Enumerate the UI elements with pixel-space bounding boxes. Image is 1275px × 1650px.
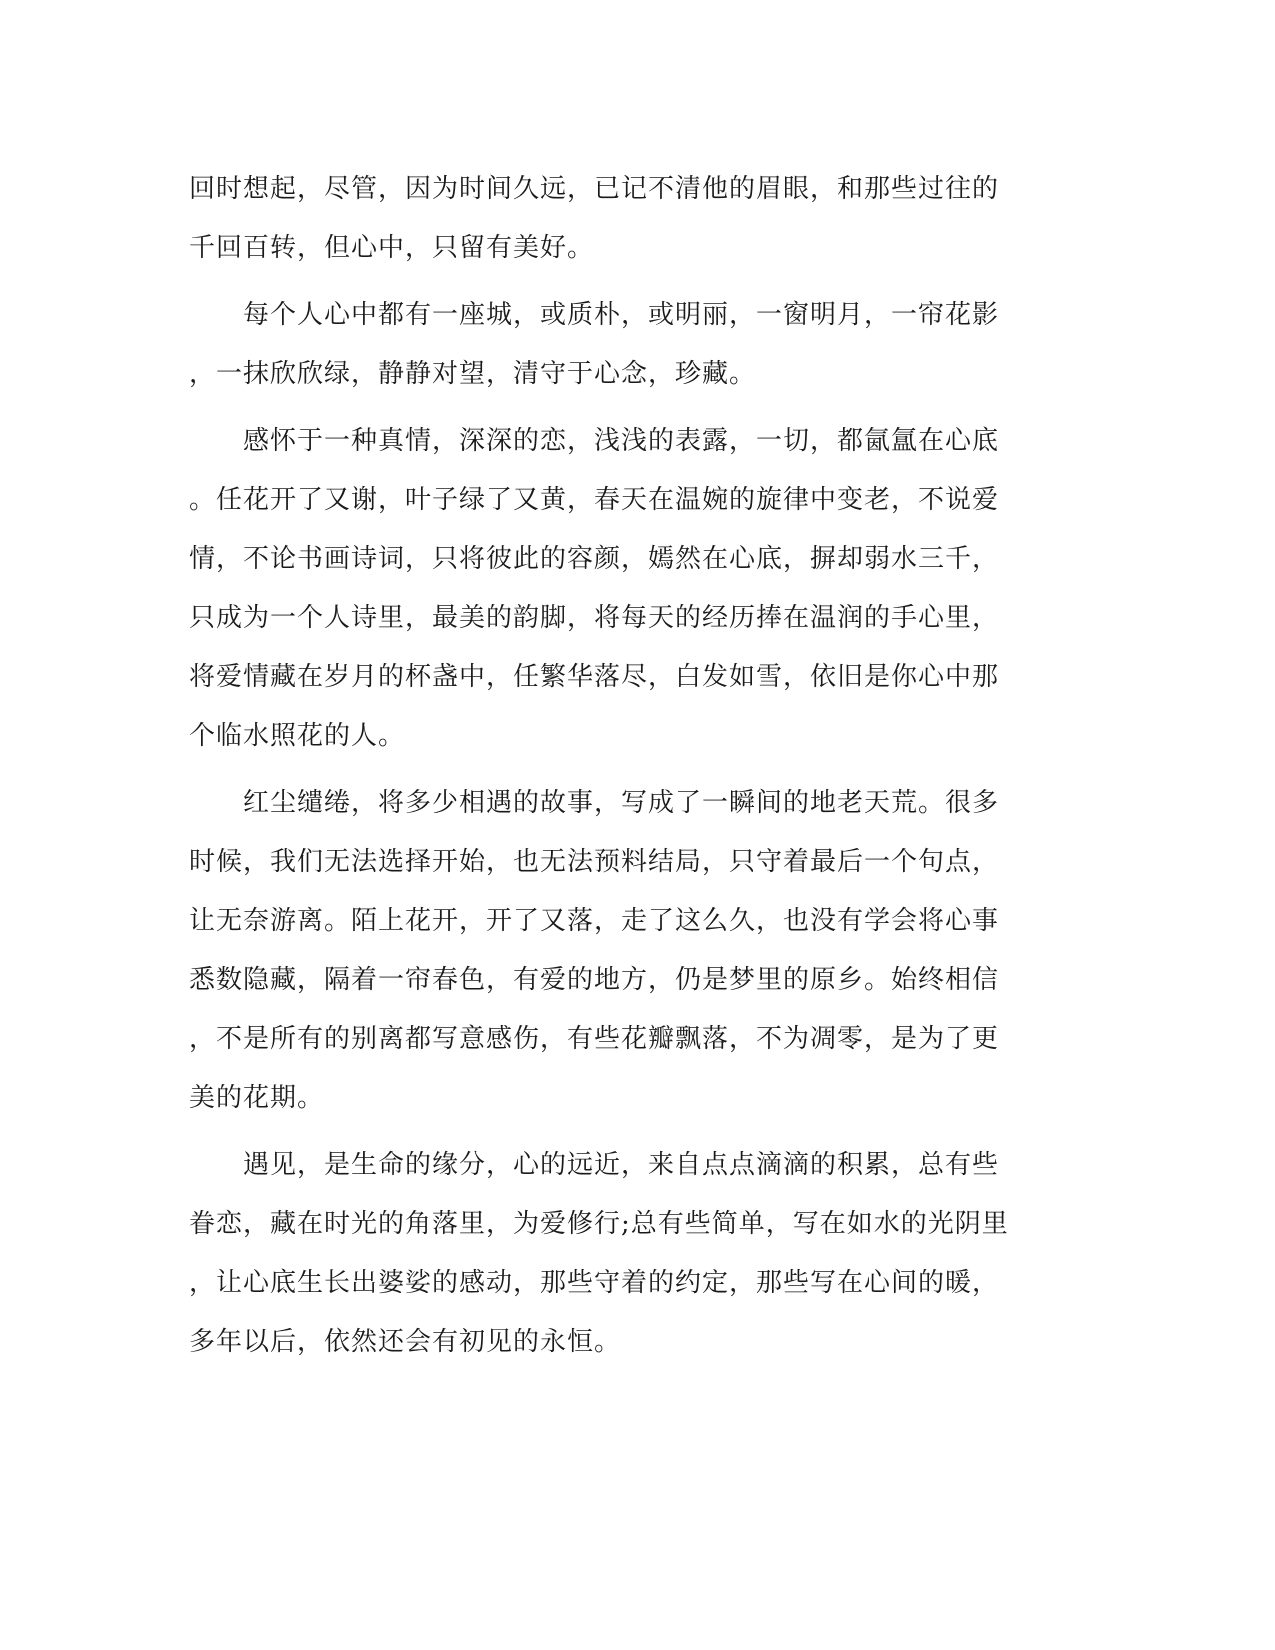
paragraph	[189, 412, 1069, 766]
text-line: 遇见，是生命的缘分，心的远近，来自点点滴滴的积累，总有些	[189, 1150, 1000, 1180]
text-line: ，一抹欣欣绿，静静对望，清守于心念，珍藏。	[189, 359, 757, 389]
text-line: ，让心底生长出婆娑的感动，那些守着的约定，那些写在心间的暖，	[189, 1268, 1000, 1298]
text-line: 感怀于一种真情，深深的恋，浅浅的表露，一切，都氤氲在心底	[189, 426, 1000, 456]
text-line: 眷恋，藏在时光的角落里，为爱修行;总有些简单，写在如水的光阴里	[189, 1209, 1009, 1239]
text-line: 多年以后，依然还会有初见的永恒。	[189, 1327, 622, 1357]
paragraph	[189, 160, 1069, 278]
text-line: 悉数隐藏，隔着一帘春色，有爱的地方，仍是梦里的原乡。始终相信	[189, 965, 1000, 995]
text-line: 回时想起，尽管，因为时间久远，已记不清他的眉眼，和那些过往的	[189, 174, 1000, 204]
paragraph	[189, 286, 1069, 404]
text-line: 每个人心中都有一座城，或质朴，或明丽，一窗明月，一帘花影	[189, 300, 1000, 330]
text-line: 情，不论书画诗词，只将彼此的容颜，嫣然在心底，摒却弱水三千，	[189, 544, 1000, 574]
text-line: 只成为一个人诗里，最美的韵脚，将每天的经历捧在温润的手心里，	[189, 603, 1000, 633]
text-line: 将爱情藏在岁月的杯盏中，任繁华落尽，白发如雪，依旧是你心中那	[189, 662, 1000, 692]
text-line: 让无奈游离。陌上花开，开了又落，走了这么久，也没有学会将心事	[189, 906, 1000, 936]
text-line: 。任花开了又谢，叶子绿了又黄，春天在温婉的旋律中变老，不说爱	[189, 485, 1000, 515]
text-line: 千回百转，但心中，只留有美好。	[189, 233, 595, 263]
text-line: 个临水照花的人。	[189, 721, 406, 751]
document-body	[189, 160, 1069, 1380]
text-line: 时候，我们无法选择开始，也无法预料结局，只守着最后一个句点，	[189, 847, 1000, 877]
text-line: 红尘缱绻，将多少相遇的故事，写成了一瞬间的地老天荒。很多	[189, 788, 1000, 818]
text-line: 美的花期。	[189, 1083, 325, 1113]
paragraph	[189, 1136, 1069, 1372]
text-line: ，不是所有的别离都写意感伤，有些花瓣飘落，不为凋零，是为了更	[189, 1024, 1000, 1054]
paragraph	[189, 774, 1069, 1128]
